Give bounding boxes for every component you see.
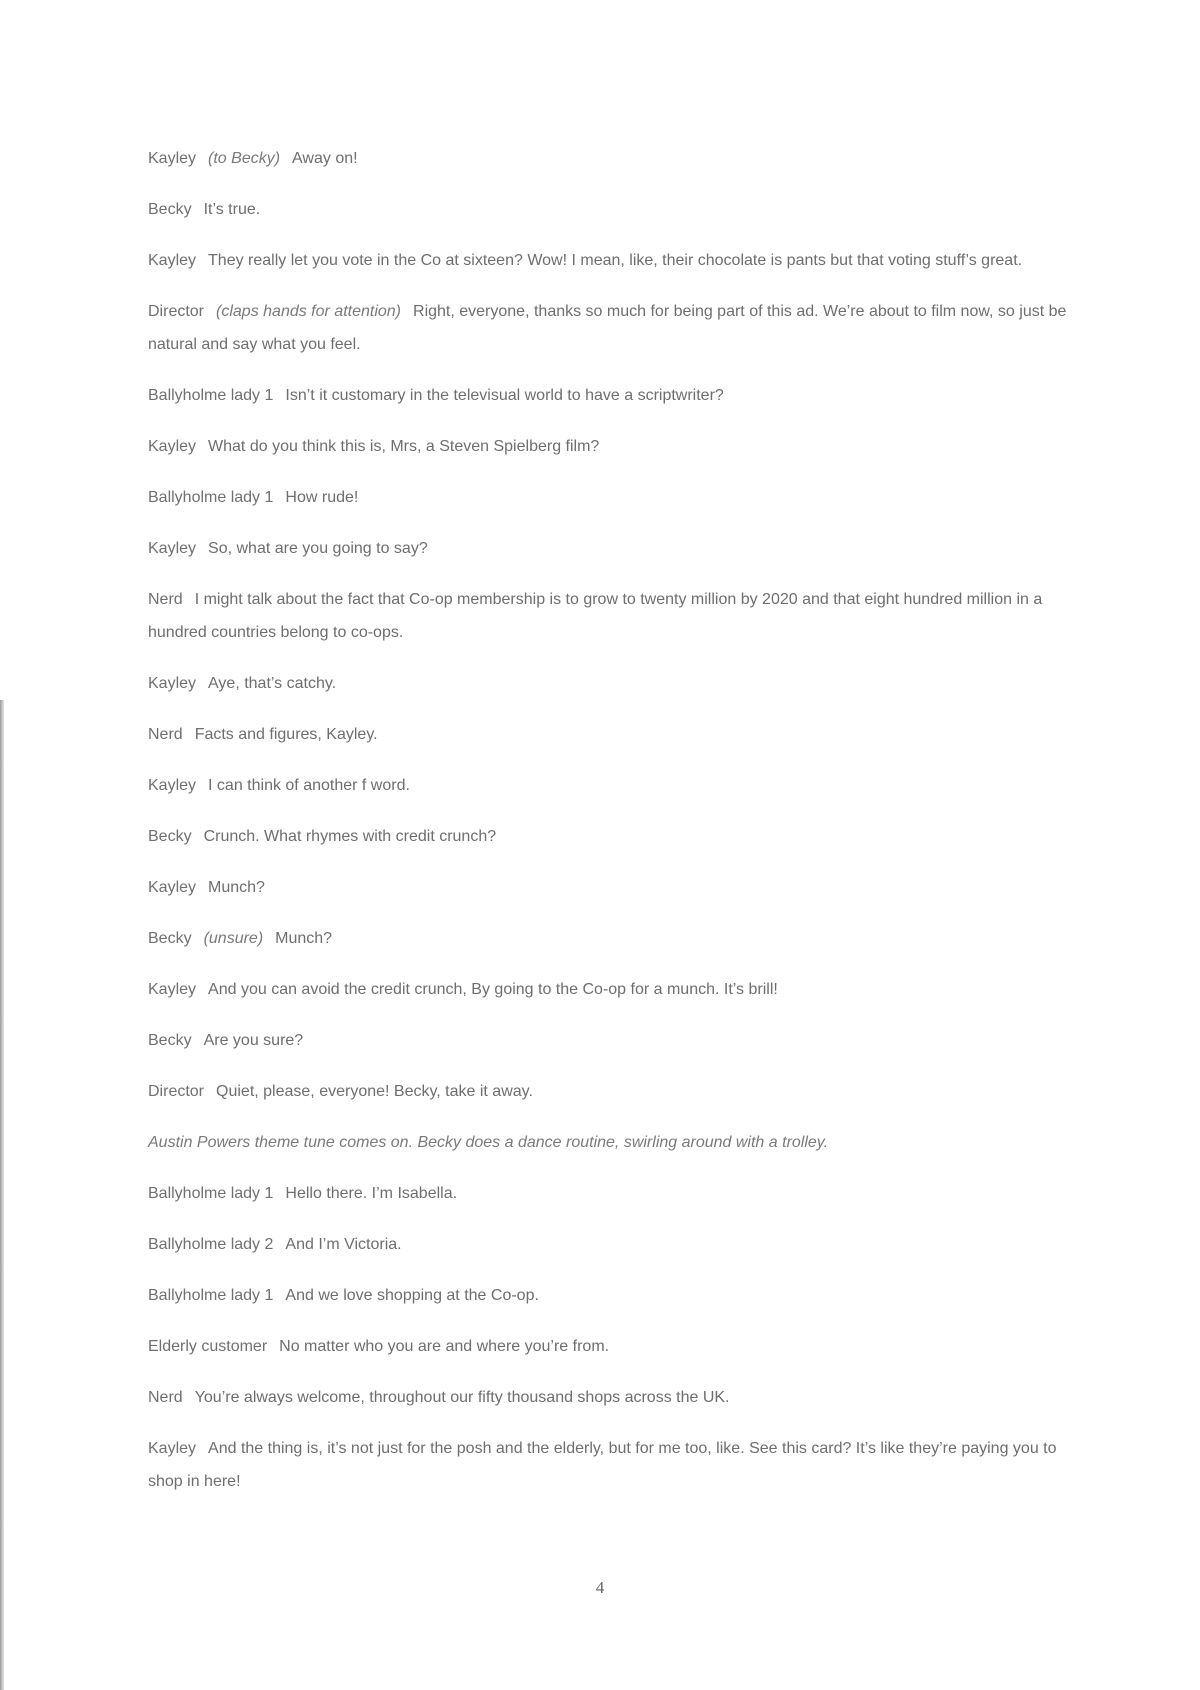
- dialogue-line: [148, 871, 1078, 904]
- speaker-name: Elderly customer: [148, 1338, 268, 1355]
- speaker-name: Becky: [148, 828, 192, 845]
- dialogue-line: [148, 667, 1078, 700]
- dialogue-text: And the thing is, it’s not just for the posh and the elderly, but for me too, like. See this card? It’s like they’re paying you to shop in here!: [148, 1440, 1057, 1490]
- dialogue-line: [148, 1432, 1078, 1498]
- dialogue-text: Right, everyone, thanks so much for being part of this ad. We’re about to film now, so just be natural and say what you feel.: [148, 303, 1067, 353]
- dialogue-line: [148, 481, 1078, 514]
- dialogue-text: I might talk about the fact that Co-op membership is to grow to twenty million by 2020 and that eight hundred million in a hundred countries belong to co-ops.: [148, 591, 1043, 641]
- dialogue-line: [148, 973, 1078, 1006]
- dialogue-text: They really let you vote in the Co at sixteen? Wow! I mean, like, their chocolate is pants but that voting stuff’s great.: [208, 252, 1023, 269]
- dialogue-text: And I’m Victoria.: [285, 1236, 402, 1253]
- dialogue-line: [148, 1024, 1078, 1057]
- stage-direction-line: [148, 1126, 1078, 1159]
- dialogue-text: Aye, that’s catchy.: [208, 675, 337, 692]
- dialogue-line: [148, 1075, 1078, 1108]
- speaker-name: Kayley: [148, 675, 197, 692]
- dialogue-line: [148, 1177, 1078, 1210]
- speaker-name: Nerd: [148, 726, 183, 743]
- dialogue-line: [148, 1381, 1078, 1414]
- dialogue-line: [148, 532, 1078, 565]
- dialogue-text: Isn’t it customary in the televisual world to have a scriptwriter?: [285, 387, 724, 404]
- dialogue-text: Away on!: [292, 150, 358, 167]
- dialogue-line: [148, 769, 1078, 802]
- dialogue-text: I can think of another f word.: [208, 777, 410, 794]
- speaker-name: Ballyholme lady 2: [148, 1236, 274, 1253]
- speaker-name: Director: [148, 303, 205, 320]
- dialogue-line: [148, 142, 1078, 175]
- dialogue-text: So, what are you going to say?: [208, 540, 428, 557]
- dialogue-line: [148, 820, 1078, 853]
- dialogue-text: Are you sure?: [203, 1032, 304, 1049]
- script-body: [148, 142, 1078, 1516]
- speaker-name: Director: [148, 1083, 205, 1100]
- speaker-name: Ballyholme lady 1: [148, 489, 274, 506]
- dialogue-line: [148, 1279, 1078, 1312]
- dialogue-text: Crunch. What rhymes with credit crunch?: [203, 828, 497, 845]
- speaker-name: Kayley: [148, 150, 197, 167]
- speaker-name: Becky: [148, 930, 192, 947]
- scan-edge-shadow: [0, 700, 4, 1690]
- speaker-name: Nerd: [148, 1389, 183, 1406]
- speaker-name: Kayley: [148, 879, 197, 896]
- dialogue-text: Facts and figures, Kayley.: [194, 726, 378, 743]
- dialogue-text: Quiet, please, everyone! Becky, take it away.: [216, 1083, 533, 1100]
- dialogue-text: Munch?: [275, 930, 333, 947]
- dialogue-line: [148, 1330, 1078, 1363]
- speaker-name: Ballyholme lady 1: [148, 1185, 274, 1202]
- speaker-name: Ballyholme lady 1: [148, 1287, 274, 1304]
- dialogue-line: [148, 244, 1078, 277]
- speaker-name: Ballyholme lady 1: [148, 387, 274, 404]
- dialogue-text: What do you think this is, Mrs, a Steven Spielberg film?: [208, 438, 600, 455]
- speaker-name: Kayley: [148, 540, 197, 557]
- stage-direction: (claps hands for attention): [216, 303, 402, 320]
- speaker-name: Kayley: [148, 981, 197, 998]
- dialogue-text: Hello there. I’m Isabella.: [285, 1185, 458, 1202]
- dialogue-text: And you can avoid the credit crunch, By going to the Co-op for a munch. It’s brill!: [208, 981, 778, 998]
- speaker-name: Becky: [148, 201, 192, 218]
- speaker-name: Kayley: [148, 777, 197, 794]
- speaker-name: Kayley: [148, 252, 197, 269]
- stage-direction: (to Becky): [208, 150, 281, 167]
- dialogue-line: [148, 922, 1078, 955]
- dialogue-line: [148, 295, 1078, 361]
- dialogue-text: Munch?: [208, 879, 265, 896]
- stage-direction: (unsure): [203, 930, 264, 947]
- dialogue-text: No matter who you are and where you’re from.: [279, 1338, 610, 1355]
- dialogue-text: It’s true.: [203, 201, 261, 218]
- dialogue-text: How rude!: [285, 489, 359, 506]
- page-number: 4: [595, 1578, 605, 1597]
- dialogue-text: You’re always welcome, throughout our fifty thousand shops across the UK.: [194, 1389, 730, 1406]
- dialogue-line: [148, 193, 1078, 226]
- speaker-name: Nerd: [148, 591, 183, 608]
- dialogue-line: [148, 1228, 1078, 1261]
- speaker-name: Kayley: [148, 1440, 197, 1457]
- dialogue-line: [148, 430, 1078, 463]
- dialogue-text: And we love shopping at the Co-op.: [285, 1287, 539, 1304]
- stage-direction: Austin Powers theme tune comes on. Becky does a dance routine, swirling around with a trolley.: [148, 1134, 829, 1151]
- dialogue-line: [148, 379, 1078, 412]
- dialogue-line: [148, 583, 1078, 649]
- speaker-name: Kayley: [148, 438, 197, 455]
- speaker-name: Becky: [148, 1032, 192, 1049]
- dialogue-line: [148, 718, 1078, 751]
